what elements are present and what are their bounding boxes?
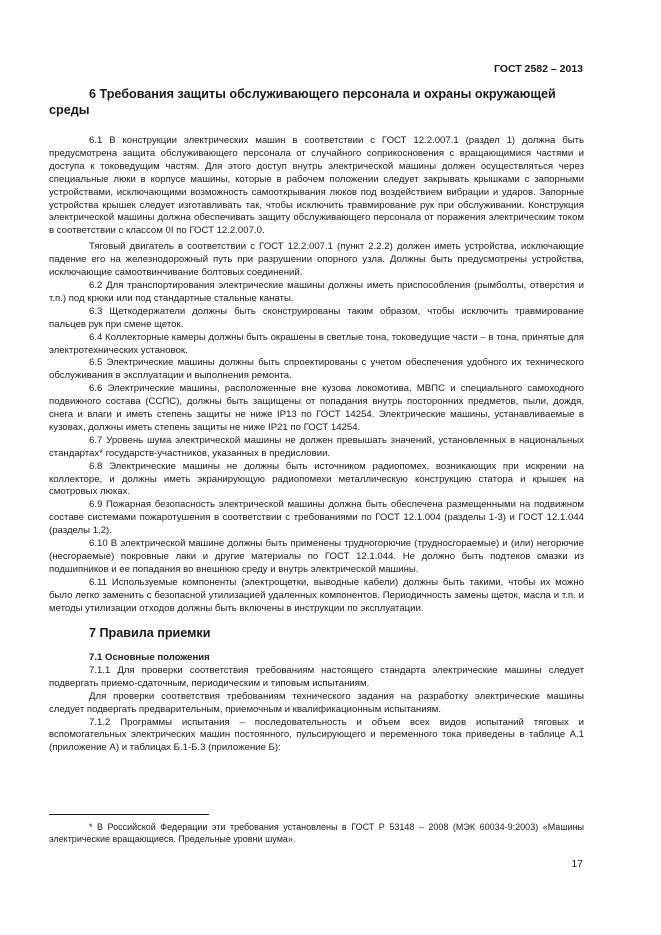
paragraph-6-2: 6.2 Для транспортирования электрические машины должны иметь приспособления (рымболты, отверстия и т.п.) под крюки или под стандартные стальные канаты. <box>49 279 584 304</box>
paragraph-6-11: 6.11 Используемые компоненты (электрощетки, выводные кабели) должны быть такими, чтобы их можно было легко заменить с безопасной утилизацией удаленных компонентов. Периодичность замены щеток, масла и т.п. и методы утилизации отходов должны быть включены в инструкции по эксплуатации. <box>49 576 584 614</box>
section-6-title: 6 Требования защиты обслуживающего персонала и охраны окружающей среды <box>49 87 556 117</box>
paragraph-6-10: 6.10 В электрической машине должны быть применены трудногорючие (трудносгораемые) и (или) негорючие (несгораемые) покровные лаки и другие материалы по ГОСТ 12.1.044. Не должно быть подтеков смазки из подшипников и ее попадания во внешнюю среду и внутрь электрической машины. <box>49 538 584 575</box>
section-7-title: 7 Правила приемки <box>89 625 211 640</box>
page-content <box>49 87 584 755</box>
paragraph-technical-assignment: Для проверки соответствия требованиям технического задания на разработку электрические машины следует подвергать предварительным, приемочным и квалификационным испытаниям. <box>49 690 584 715</box>
paragraph-7-1-2: 7.1.2 Программы испытания – последовательность и объем всех видов испытаний тяговых и вспомогательных электрических машин постоянного, пульсирующего и переменного тока приведены в таблице А.1 (приложение А) и таблицах Б.1-Б.3 (приложение Б): <box>49 716 584 754</box>
paragraph-6-8: 6.8 Электрические машины не должны быть источником радиопомех, возникающих при искрении на коллекторе, и должны иметь экранирующую радиопомехи металлическую конструкцию статора и крышек на смотровых люках. <box>49 460 584 498</box>
paragraph-6-7: 6.7 Уровень шума электрической машины не должен превышать значений, установленных в национальных стандартах* государств-участников, указанных в предисловии. <box>49 434 584 459</box>
paragraph-6-5: 6.5 Электрические машины должны быть спроектированы с учетом обеспечения удобного их технического обслуживания в эксплуатации и выполнения ремонта. <box>49 357 584 382</box>
subsection-7-1-title: 7.1 Основные положения <box>89 652 210 664</box>
paragraph-6-4: 6.4 Коллекторные камеры должны быть окрашены в светлые тона, токоведущие части – в тона, принятые для электротехнических установок. <box>49 331 584 356</box>
footnote: * В Российской Федерации эти требования установлены в ГОСТ Р 53148 – 2008 (МЭК 60034-9:2003) «Машины электрические вращающиеся. Предельные уровни шума». <box>49 822 584 845</box>
paragraph-traction-motor: Тяговый двигатель в соответствии с ГОСТ 12.2.007.1 (пункт 2.2.2) должен иметь устройства, исключающие падение его на железнодорожный путь при разрушении опорного узла. Должны быть предусмотрены устройства, исключающие самоотвинчивание болтовых соединений. <box>49 241 584 279</box>
page-number: 17 <box>571 858 583 870</box>
paragraph-6-6: 6.6 Электрические машины, расположенные вне кузова локомотива, МВПС и специального самоходного подвижного состава (ССПС), должны быть защищены от попадания внутрь посторонних предметов, пыли, дождя, снега и влаги и иметь степень защиты не ниже IP13 по ГОСТ 14254. Электрические машины, устанавливаемые в кузовах, должны иметь степень защиты не ниже IP21 по ГОСТ 14254. <box>49 383 584 433</box>
footnote-divider <box>49 814 209 815</box>
paragraph-6-1: 6.1 В конструкции электрических машин в соответствии с ГОСТ 12.2.007.1 (раздел 1) должна быть предусмотрена защита обслуживающего персонала от случайного соприкосновения с вращающимися частями и доступа к токоведущим частям. Для этого доступ внутрь электрической машины должен осуществляться через специальные люки в корпусе машины, которые в рабочем положении следует закрывать крышками с запорными устройствами, исключающими возможность самооткрывания люков под воздействием вибрации и ударов. Запорные устройства крышек следует изготавливать так, чтобы исключить травмирование рук при обслуживании. Конструкция электрической машины должна обеспечивать защиту обслуживающего персонала от поражения электрическим током в соответствии с классом 0I по ГОСТ 12.2.007.0. <box>49 135 584 237</box>
document-code: ГОСТ 2582 – 2013 <box>493 63 583 75</box>
paragraph-7-1-1: 7.1.1 Для проверки соответствия требованиям настоящего стандарта электрические машины следует подвергать приемо-сдаточным, периодическим и типовым испытаниям. <box>49 664 584 689</box>
paragraph-6-9: 6.9 Пожарная безопасность электрической машины должна быть обеспечена размещенными на подвижном составе системами пожаротушения в соответствии с требованиями по ГОСТ 12.1.004 (разделы 1-3) и ГОСТ 12.1.044 (разделы 1,2). <box>49 499 584 537</box>
paragraph-6-3: 6.3 Щеткодержатели должны быть сконструированы таким образом, чтобы исключить травмирование пальцев рук при смене щеток. <box>49 305 584 330</box>
